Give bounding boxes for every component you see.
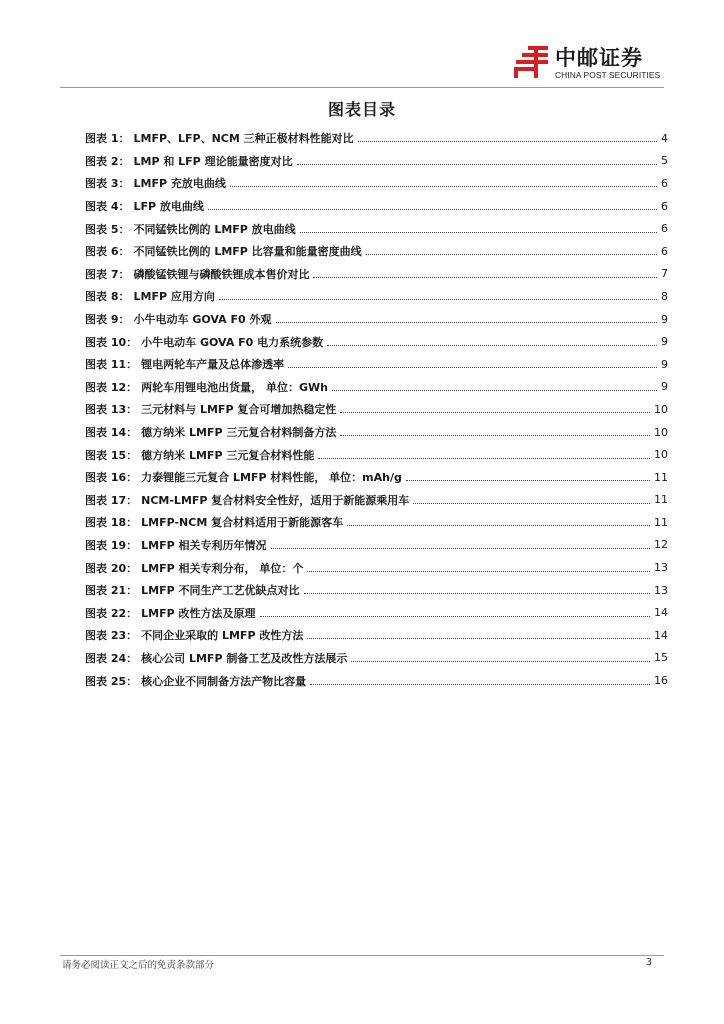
toc-entry-label: 图表 21： [85, 584, 138, 598]
toc-entry-title[interactable]: 核心企业不同制备方法产物比容量 [141, 674, 307, 688]
toc-entry-page[interactable]: 6 [661, 199, 668, 213]
toc-dot-leader [219, 298, 657, 300]
toc-entry-title[interactable]: LFP 放电曲线 [133, 200, 204, 214]
toc-entry-page[interactable]: 9 [661, 380, 668, 394]
toc-dot-leader [307, 637, 650, 639]
toc-entry[interactable] [85, 376, 668, 399]
toc-entry[interactable] [85, 127, 668, 150]
toc-entry[interactable] [85, 624, 668, 647]
table-of-figures [85, 127, 668, 692]
toc-entry[interactable] [85, 240, 668, 263]
toc-dot-leader [304, 592, 650, 594]
toc-entry[interactable] [85, 172, 668, 195]
toc-entry-label: 图表 15： [85, 448, 138, 462]
toc-entry-label: 图表 8： [85, 290, 130, 304]
footer-divider [60, 955, 664, 956]
toc-entry[interactable] [85, 217, 668, 240]
toc-entry-title[interactable]: NCM-LMFP 复合材料安全性好，适用于新能源乘用车 [141, 493, 410, 507]
toc-entry[interactable] [85, 601, 668, 624]
toc-entry-page[interactable]: 10 [654, 425, 668, 439]
toc-entry-title[interactable]: LMFP 应用方向 [133, 290, 215, 304]
toc-dot-leader [310, 683, 650, 685]
toc-entry-label: 图表 23： [85, 629, 138, 643]
toc-entry-label: 图表 3： [85, 177, 130, 191]
toc-entry-title[interactable]: LMFP 相关专利分布， 单位：个 [141, 561, 304, 575]
toc-entry-label: 图表 14： [85, 426, 138, 440]
toc-entry[interactable] [85, 556, 668, 579]
toc-entry-page[interactable]: 13 [654, 583, 668, 597]
toc-entry[interactable] [85, 647, 668, 670]
toc-entry-title[interactable]: LMFP 不同生产工艺优缺点对比 [141, 584, 300, 598]
toc-entry-page[interactable]: 12 [654, 538, 668, 552]
toc-entry-page[interactable]: 13 [654, 561, 668, 575]
toc-entry-label: 图表 19： [85, 538, 138, 552]
toc-dot-leader [332, 389, 657, 391]
toc-entry[interactable] [85, 308, 668, 331]
toc-entry-label: 图表 22： [85, 606, 138, 620]
toc-entry-page[interactable]: 6 [661, 222, 668, 236]
toc-entry[interactable] [85, 669, 668, 692]
toc-entry-label: 图表 20： [85, 561, 138, 575]
toc-entry-title[interactable]: 不同锰铁比例的 LMFP 放电曲线 [133, 222, 296, 236]
toc-title: 图表目录 [327, 100, 396, 119]
toc-entry-title[interactable]: 不同企业采取的 LMFP 改性方法 [141, 629, 304, 643]
toc-dot-leader [327, 344, 657, 346]
toc-entry-label: 图表 1： [85, 132, 130, 146]
toc-entry-title[interactable]: 德方纳米 LMFP 三元复合材料性能 [141, 448, 315, 462]
toc-entry-label: 图表 7： [85, 267, 130, 281]
toc-entry[interactable] [85, 353, 668, 376]
toc-entry-title[interactable]: 力泰锂能三元复合 LMFP 材料性能， 单位：mAh/g [141, 471, 402, 485]
toc-dot-leader [358, 140, 657, 142]
toc-dot-leader [276, 321, 657, 323]
toc-dot-leader [260, 615, 650, 617]
page-number: 3 [645, 957, 652, 968]
toc-entry[interactable] [85, 398, 668, 421]
toc-entry-label: 图表 6： [85, 245, 130, 259]
toc-entry[interactable] [85, 150, 668, 173]
toc-entry-title[interactable]: LMFP 充放电曲线 [133, 177, 226, 191]
toc-entry-page[interactable]: 4 [661, 131, 668, 145]
toc-dot-leader [288, 366, 657, 368]
toc-entry-label: 图表 13： [85, 403, 138, 417]
toc-entry-page[interactable]: 7 [661, 267, 668, 281]
toc-entry-title[interactable]: LMFP-NCM 复合材料适用于新能源客车 [141, 516, 344, 530]
toc-entry-title[interactable]: 三元材料与 LMFP 复合可增加热稳定性 [141, 403, 337, 417]
toc-entry-label: 图表 16： [85, 471, 138, 485]
toc-entry-page[interactable]: 9 [661, 335, 668, 349]
toc-entry-title[interactable]: 锂电两轮车产量及总体渗透率 [141, 358, 285, 372]
toc-entry-page[interactable]: 14 [654, 606, 668, 620]
toc-entry[interactable] [85, 511, 668, 534]
toc-entry[interactable] [85, 195, 668, 218]
toc-dot-leader [347, 524, 650, 526]
toc-dot-leader [340, 411, 650, 413]
toc-entry-label: 图表 18： [85, 516, 138, 530]
logo-chinese-name: 中邮证券 [555, 46, 643, 70]
toc-entry-title[interactable]: 两轮车用锂电池出货量， 单位：GWh [141, 380, 328, 394]
toc-dot-leader [230, 185, 657, 187]
toc-entry[interactable] [85, 579, 668, 602]
toc-entry[interactable] [85, 489, 668, 512]
toc-entry-title[interactable]: LMFP、LFP、NCM 三种正极材料性能对比 [133, 132, 354, 146]
toc-entry-title[interactable]: 磷酸锰铁锂与磷酸铁锂成本售价对比 [133, 267, 310, 281]
toc-entry-label: 图表 17： [85, 493, 138, 507]
toc-dot-leader [297, 163, 657, 165]
toc-entry-page[interactable]: 10 [654, 402, 668, 416]
toc-entry-label: 图表 4： [85, 200, 130, 214]
toc-entry-page[interactable]: 9 [661, 312, 668, 326]
toc-dot-leader [313, 276, 657, 278]
toc-entry-page[interactable]: 11 [654, 515, 668, 529]
toc-entry-page[interactable]: 9 [661, 357, 668, 371]
toc-entry-page[interactable]: 11 [654, 470, 668, 484]
toc-dot-leader [318, 457, 650, 459]
toc-entry-title[interactable]: LMFP 改性方法及原理 [141, 606, 256, 620]
toc-entry-label: 图表 25： [85, 674, 138, 688]
toc-entry-label: 图表 2： [85, 154, 130, 168]
toc-entry[interactable] [85, 421, 668, 444]
toc-dot-leader [413, 502, 650, 504]
toc-entry-page[interactable]: 5 [661, 154, 668, 168]
toc-entry-title[interactable]: 核心公司 LMFP 制备工艺及改性方法展示 [141, 651, 348, 665]
toc-entry-page[interactable]: 10 [654, 448, 668, 462]
toc-entry-label: 图表 5： [85, 222, 130, 236]
toc-dot-leader [351, 660, 650, 662]
toc-entry-page[interactable]: 6 [661, 176, 668, 190]
toc-entry-page[interactable]: 14 [654, 628, 668, 642]
toc-entry-label: 图表 24： [85, 651, 138, 665]
toc-entry-label: 图表 11： [85, 358, 138, 372]
toc-dot-leader [307, 570, 650, 572]
toc-entry[interactable] [85, 443, 668, 466]
toc-dot-leader [340, 434, 650, 436]
toc-entry[interactable] [85, 263, 668, 286]
toc-entry-page[interactable]: 16 [654, 674, 668, 688]
toc-entry-title[interactable]: 德方纳米 LMFP 三元复合材料制备方法 [141, 426, 337, 440]
toc-entry[interactable] [85, 534, 668, 557]
toc-dot-leader [271, 547, 650, 549]
toc-entry-title[interactable]: 小牛电动车 GOVA F0 外观 [133, 313, 272, 327]
toc-dot-leader [208, 208, 657, 210]
header-divider [60, 87, 664, 88]
toc-entry-label: 图表 12： [85, 380, 138, 394]
toc-entry-label: 图表 9： [85, 313, 130, 327]
footer-disclaimer: 请务必阅读正文之后的免责条款部分 [62, 960, 215, 971]
logo-english-name: CHINA POST SECURITIES [555, 70, 661, 80]
toc-entry-title[interactable]: LMP 和 LFP 理论能量密度对比 [133, 154, 293, 168]
toc-entry-page[interactable]: 11 [654, 493, 668, 507]
toc-dot-leader [300, 231, 657, 233]
toc-entry-label: 图表 10： [85, 335, 138, 349]
china-post-logo-icon [512, 44, 552, 80]
toc-dot-leader [406, 479, 650, 481]
toc-entry-title[interactable]: 小牛电动车 GOVA F0 电力系统参数 [141, 335, 324, 349]
toc-entry-title[interactable]: 不同锰铁比例的 LMFP 比容量和能量密度曲线 [133, 245, 362, 259]
toc-entry-title[interactable]: LMFP 相关专利历年情况 [141, 538, 267, 552]
toc-dot-leader [366, 253, 657, 255]
toc-entry[interactable] [85, 466, 668, 489]
toc-entry[interactable] [85, 285, 668, 308]
toc-entry-page[interactable]: 8 [661, 289, 668, 303]
toc-entry-page[interactable]: 6 [661, 244, 668, 258]
toc-entry-page[interactable]: 15 [654, 651, 668, 665]
toc-entry[interactable] [85, 330, 668, 353]
company-logo [512, 44, 672, 84]
